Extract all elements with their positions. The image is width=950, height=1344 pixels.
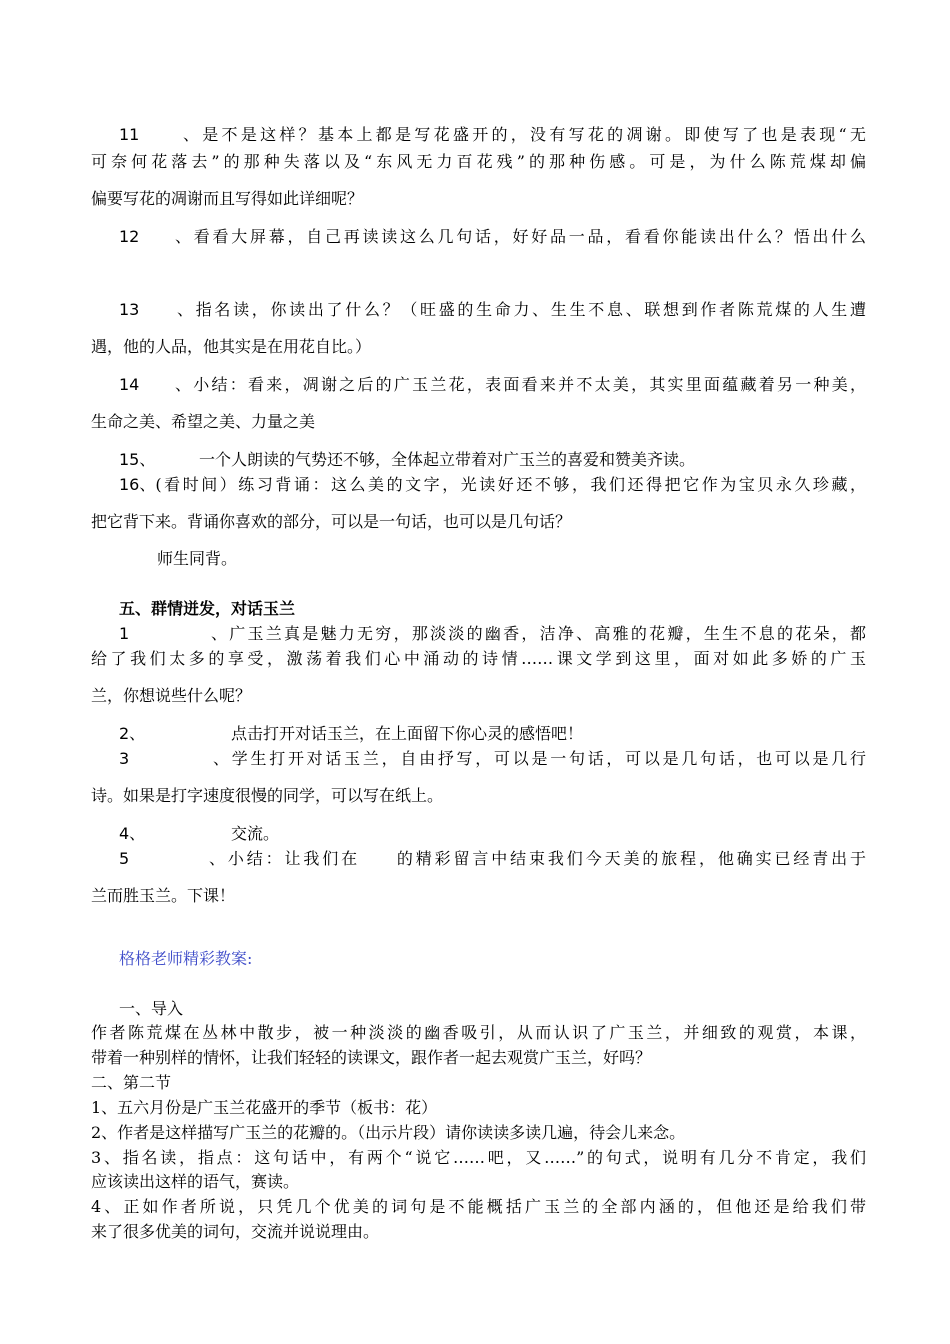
item-16-line-2: 把它背下来。背诵你喜欢的部分，可以是一句话，也可以是几句话？ — [91, 512, 572, 531]
item-14-text-1: 小结：看来，凋谢之后的广玉兰花，表面看来并不太美，其实里面蕴藏着另一种美， — [191, 375, 866, 394]
item-12-number: 12、 — [119, 227, 191, 246]
section-5-item-1-line-3: 兰，你想说些什么呢？ — [91, 686, 252, 705]
gege-part-1-heading: 一、导入 — [119, 999, 184, 1018]
section-5-item-2-number: 2、 — [119, 724, 146, 743]
item-11-number: 11、 — [119, 125, 199, 144]
section-5-item-3-number: 3、 — [119, 749, 229, 768]
gege-part-2-item-4-line-2: 来了很多优美的词句，交流并说说理由。 — [91, 1222, 380, 1241]
gege-part-2-item-4-line-1: 4、正如作者所说，只凭几个优美的词句是不能概括广玉兰的全部内涵的，但他还是给我们带 — [91, 1197, 866, 1216]
section-5-item-1-line-2: 给了我们太多的享受，激荡着我们心中涌动的诗情……课文学到这里，面对如此多娇的广玉 — [91, 649, 866, 668]
item-16-line-3: 师生同背。 — [157, 549, 238, 568]
item-13-line-2: 遇，他的人品，他其实是在用花自比。） — [91, 337, 372, 356]
item-12-text-1: 看看大屏幕，自己再读读这么几句话，好好品一品，看看你能读出什么？悟出什么 — [191, 227, 866, 246]
item-13-line-1 — [91, 298, 866, 322]
section-5-item-5-number: 5、 — [119, 849, 225, 868]
gege-lesson-link[interactable]: 格格老师精彩教案: — [119, 949, 253, 968]
section-5-item-3-text-1: 学生打开对话玉兰，自由抒写，可以是一句话，可以是几句话，也可以是几行 — [229, 749, 866, 768]
section-5-item-4-line-1 — [91, 822, 866, 846]
item-13-text-1: 指名读，你读出了什么？（旺盛的生命力、生生不息、联想到作者陈荒煤的人生遭 — [193, 300, 866, 319]
gege-part-1-line-2: 带着一种别样的情怀，让我们轻轻的读课文，跟作者一起去观赏广玉兰，好吗？ — [91, 1048, 652, 1067]
item-15-number: 15、 — [119, 450, 156, 469]
section-5-item-1-text-1: 广玉兰真是魅力无穷，那淡淡的幽香，洁净、高雅的花瓣，生生不息的花朵，都 — [227, 624, 866, 643]
section-5-item-2-text-1: 点击打开对话玉兰，在上面留下你心灵的感悟吧！ — [231, 724, 584, 743]
item-15-text-1: 一个人朗读的气势还不够，全体起立带着对广玉兰的喜爱和赞美齐读。 — [199, 450, 696, 469]
item-15-line-1 — [91, 448, 866, 472]
item-11-line-3: 偏要写花的凋谢而且写得如此详细呢？ — [91, 189, 364, 208]
section-5-item-3-line-2: 诗。如果是打字速度很慢的同学，可以写在纸上。 — [91, 786, 444, 805]
section-5-item-2-line-1 — [91, 722, 866, 746]
item-14-number: 14、 — [119, 375, 191, 394]
item-16-line-1 — [91, 473, 866, 497]
section-5-item-5-text-1a: 小结：让我们在 — [225, 849, 361, 868]
gege-part-2-item-3-line-2: 应该读出这样的语气，赛读。 — [91, 1172, 300, 1191]
gege-part-2-item-3-line-1: 3、指名读，指点：这句话中，有两个“说它……吧，又……”的句式，说明有几分不肯定，我们 — [91, 1148, 866, 1167]
item-11-line-2: 可奈何花落去”的那种失落以及“东风无力百花残”的那种伤感。可是，为什么陈荒煤却偏 — [91, 152, 866, 171]
section-5-item-4-text-1: 交流。 — [231, 824, 280, 843]
gege-part-2-heading: 二、第二节 — [91, 1073, 172, 1092]
item-11-line-1 — [91, 123, 866, 147]
gege-part-1-line-1: 作者陈荒煤在丛林中散步，被一种淡淡的幽香吸引，从而认识了广玉兰，并细致的观赏，本课， — [91, 1023, 866, 1042]
item-16-number: 16、 — [119, 475, 156, 494]
gege-part-2-item-1: 1、五六月份是广玉兰花盛开的季节（板书：花） — [91, 1098, 438, 1117]
section-5-item-5-text-1b: 的精彩留言中结束我们今天美的旅程，他确实已经青出于 — [394, 849, 866, 868]
item-14-line-2: 生命之美、希望之美、力量之美 — [91, 412, 316, 431]
section-5-heading: 五、群情迸发，对话玉兰 — [119, 599, 296, 618]
gege-part-2-item-2: 2、作者是这样描写广玉兰的花瓣的。（出示片段）请你读读多读几遍，待会儿来念。 — [91, 1123, 686, 1142]
section-5-item-5-line-2: 兰而胜玉兰。下课！ — [91, 886, 236, 905]
item-16-text-1: (看时间）练习背诵：这么美的文字，光读好还不够，我们还得把它作为宝贝永久珍藏， — [155, 475, 866, 494]
section-5-item-4-number: 4、 — [119, 824, 146, 843]
item-12-line-1 — [91, 225, 866, 249]
section-5-item-3-line-1 — [91, 747, 866, 771]
section-5-item-5-line-1 — [91, 847, 866, 871]
item-14-line-1 — [91, 373, 866, 397]
item-11-text-1: 是不是这样？基本上都是写花盛开的，没有写花的凋谢。即使写了也是表现“无 — [199, 125, 866, 144]
section-5-item-1-line-1 — [91, 622, 866, 646]
section-5-item-1-number: 1、 — [119, 624, 227, 643]
item-13-number: 13、 — [119, 300, 193, 319]
